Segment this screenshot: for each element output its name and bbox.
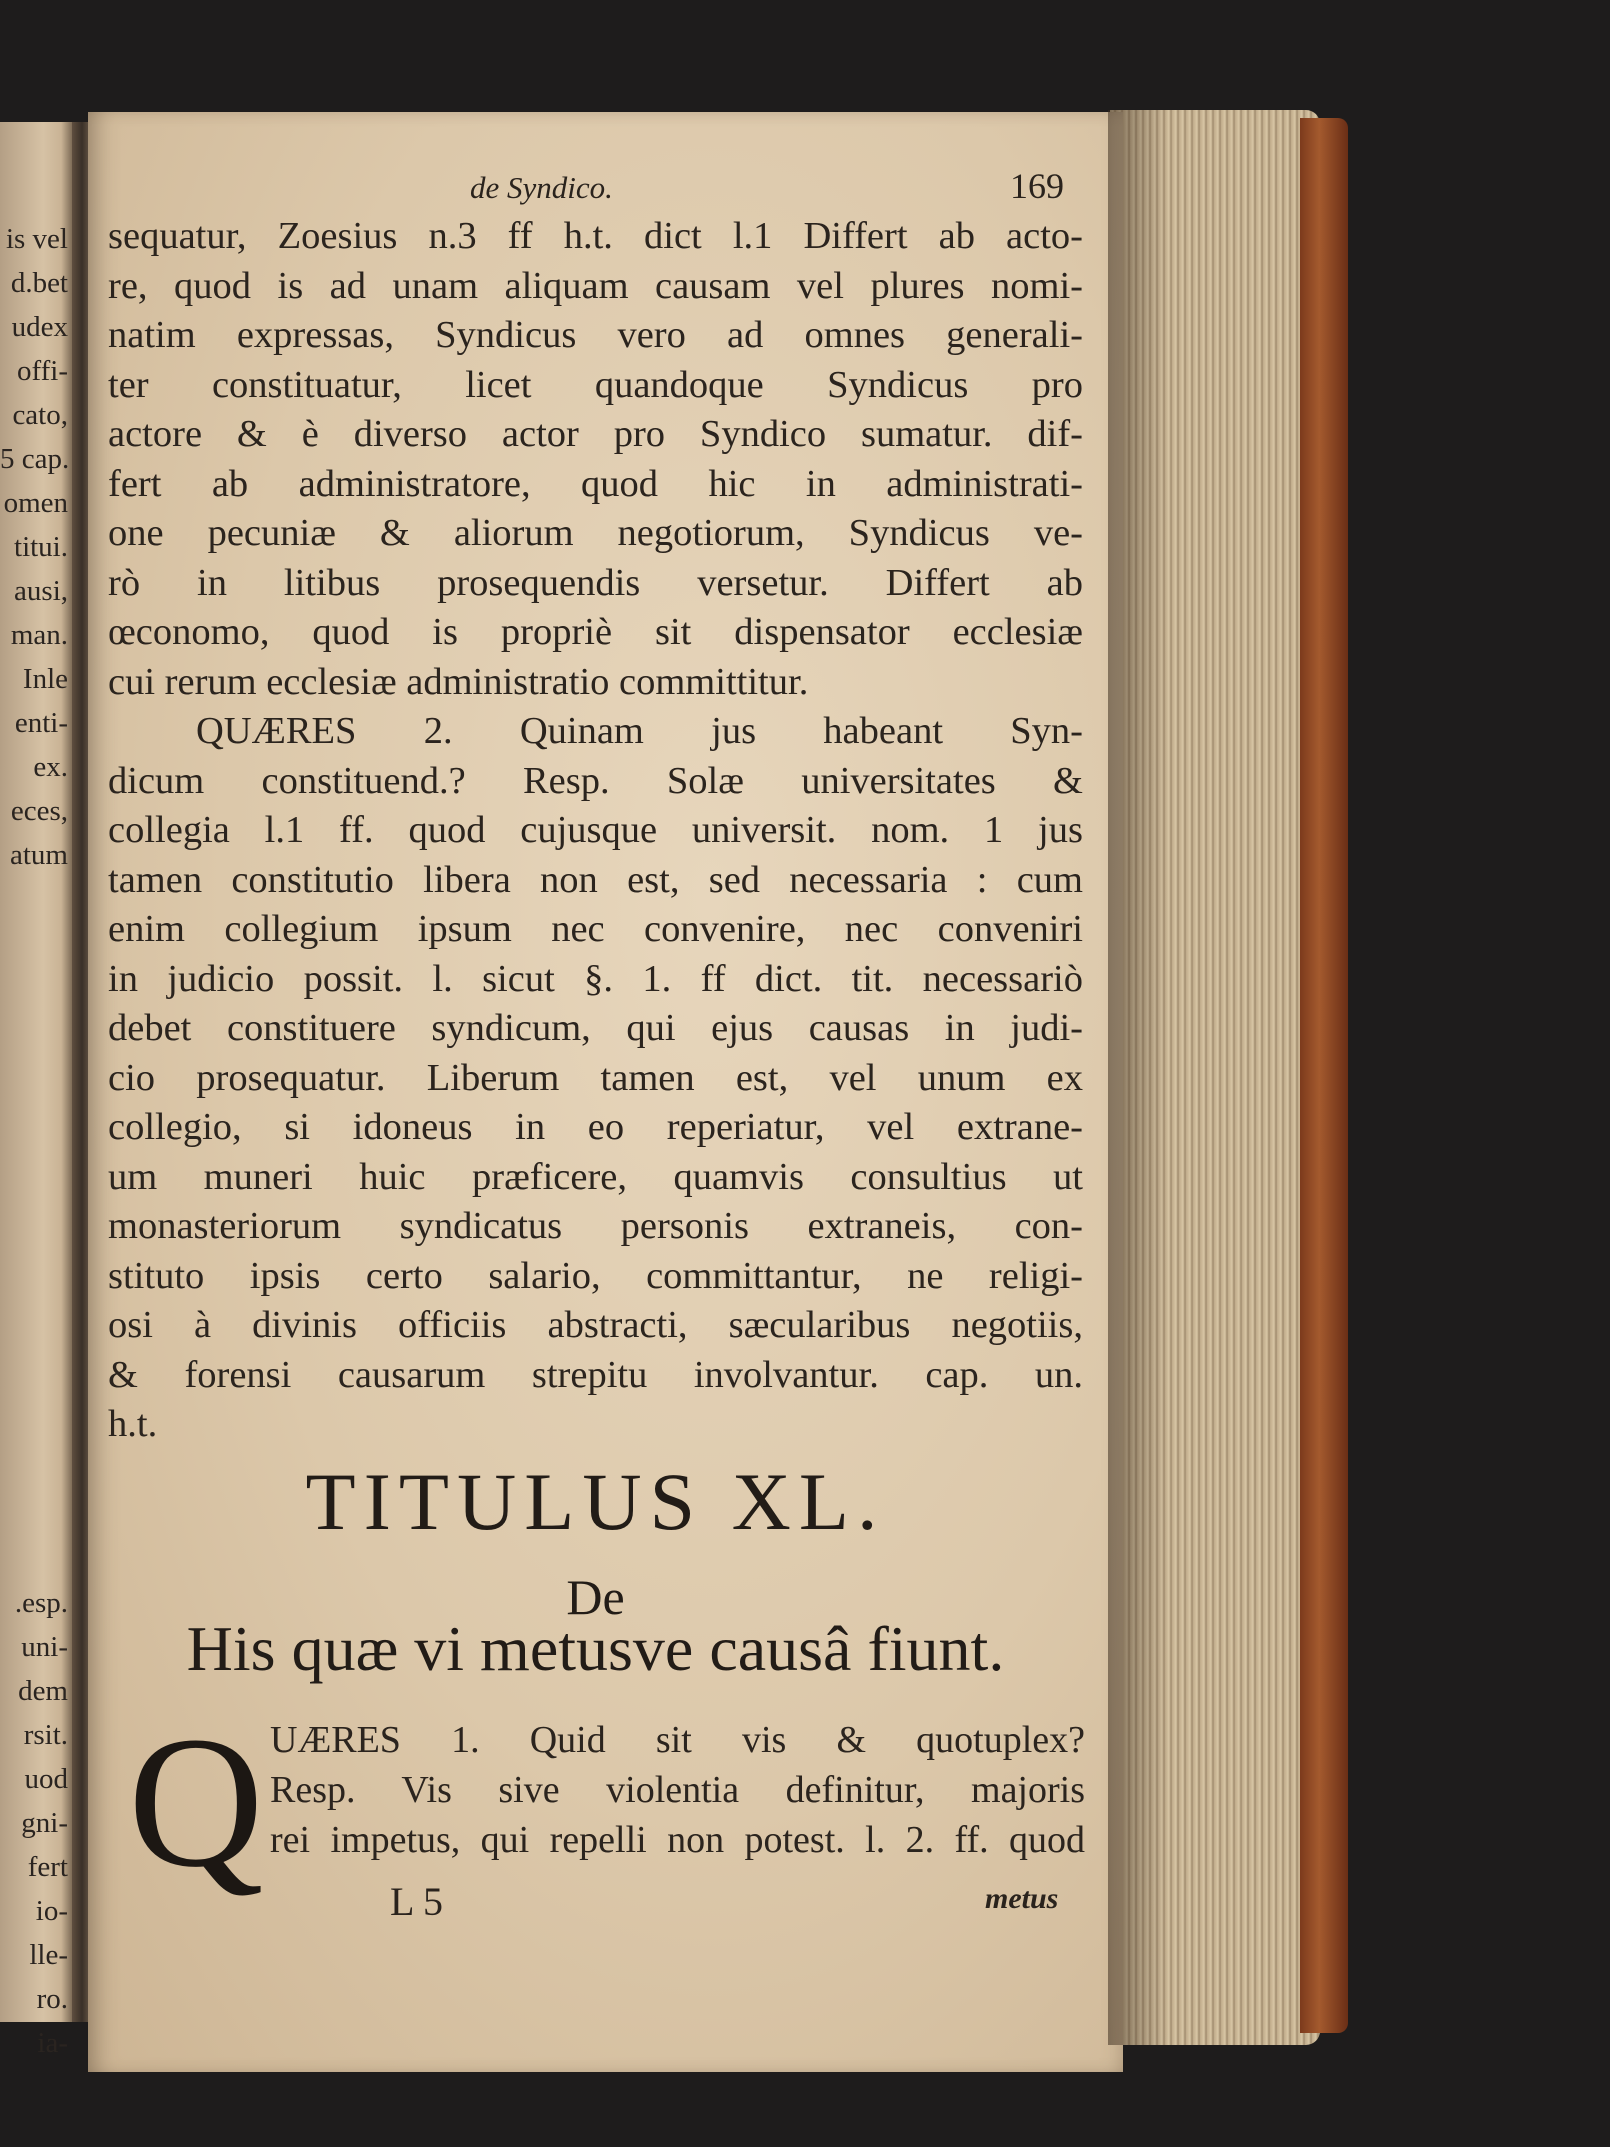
text-line: collegio, si idoneus in eo reperiatur, vel extrane-	[108, 1106, 1083, 1148]
text-line: rei impetus, qui repelli non potest. l. 2. ff. quod	[270, 1819, 1085, 1861]
facing-page-text	[0, 217, 72, 2065]
facing-page-line	[0, 921, 72, 965]
facing-page-line	[0, 1317, 72, 1361]
facing-page-line: fert	[27, 1851, 68, 1883]
facing-page-line	[0, 1361, 72, 1405]
text-line: re, quod is ad unam aliquam causam vel plures nomi-	[108, 264, 1083, 307]
facing-page-line: dem	[18, 1675, 68, 1707]
text-line: cui rerum ecclesiæ administratio committitur.	[108, 660, 809, 703]
text-line: sequatur, Zoesius n.3 ff h.t. dict l.1 Differt ab acto-	[108, 215, 1083, 257]
facing-page-line: uni-	[21, 1631, 68, 1663]
text-line: œconomo, quod is propriè sit dispensator ecclesiæ	[108, 611, 1083, 653]
facing-page-line: io-	[35, 1895, 68, 1927]
facing-page-line: titui.	[14, 531, 68, 563]
facing-page-line: offi-	[16, 355, 68, 387]
text-line: osi à divinis officiis abstracti, sæcularibus negotiis,	[108, 1304, 1083, 1346]
text-line: h.t.	[108, 1403, 158, 1445]
facing-page-line: ia-	[37, 2027, 68, 2059]
facing-page-line	[0, 877, 72, 921]
chapter-subtitle: His quæ vi metusve causâ fiunt.	[186, 1613, 1005, 1684]
text-line: cio prosequatur. Liberum tamen est, vel unum ex	[108, 1056, 1083, 1099]
facing-page-line: Inle	[22, 663, 68, 695]
facing-page-line	[0, 1449, 72, 1493]
text-line: in judicio possit. l. sicut §. 1. ff dict. tit. necessariò	[108, 957, 1083, 1000]
text-line: collegia l.1 ff. quod cujusque universit. nom. 1 jus	[108, 809, 1083, 851]
text-line: actore & è diverso actor pro Syndico sumatur. dif-	[108, 413, 1083, 455]
signature-mark: L 5	[390, 1879, 443, 1924]
facing-page-line	[0, 965, 72, 1009]
facing-page-line: ex.	[33, 751, 68, 783]
facing-page-line: cato,	[12, 399, 68, 431]
facing-page-line: rsit.	[23, 1719, 68, 1751]
text-line: ter constituatur, licet quandoque Syndicus pro	[108, 363, 1083, 406]
facing-page-line: enti-	[14, 707, 68, 739]
facing-page-line	[0, 1229, 72, 1273]
text-line: dicum constituend.? Resp. Solæ universitates &	[108, 759, 1083, 802]
facing-page-line	[0, 1493, 72, 1537]
text-line: Resp. Vis sive violentia definitur, majoris	[270, 1769, 1085, 1811]
facing-page-line	[0, 1053, 72, 1097]
chapter-title: TITULUS XL.	[305, 1456, 886, 1547]
facing-page-line	[0, 1009, 72, 1053]
facing-page-line: udex	[11, 311, 68, 343]
body-text	[108, 212, 1083, 1450]
text-line: tamen constitutio libera non est, sed necessaria : cum	[108, 858, 1083, 901]
facing-page-line: man.	[10, 619, 68, 651]
text-line: enim collegium ipsum nec convenire, nec conveniri	[108, 908, 1083, 950]
facing-page-line: 5 cap.	[0, 443, 70, 475]
text-line: natim expressas, Syndicus vero ad omnes generali-	[108, 314, 1083, 356]
opening-paragraph	[270, 1715, 1085, 1865]
facing-page-line: d.bet	[10, 267, 68, 299]
facing-page-line: lle-	[29, 1939, 68, 1971]
text-line: rò in litibus prosequendis versetur. Differt ab	[108, 561, 1083, 604]
facing-page-line	[0, 1097, 72, 1141]
facing-page-line	[0, 1273, 72, 1317]
facing-page-line	[0, 1405, 72, 1449]
page-number: 169	[1010, 166, 1064, 206]
catchword: metus	[985, 1882, 1059, 1915]
facing-page-line: ausi,	[14, 575, 68, 607]
facing-page-line: atum	[10, 839, 68, 871]
facing-page-line: ro.	[36, 1983, 68, 2015]
running-head: de Syndico.	[470, 170, 613, 205]
text-line: debet constituere syndicum, qui ejus causas in judi-	[108, 1007, 1083, 1049]
text-line: fert ab administratore, quod hic in administrati-	[108, 462, 1083, 505]
facing-page-line: is vel	[5, 223, 68, 255]
facing-page-fragment	[0, 122, 72, 2059]
text-line: stituto ipsis certo salario, committantur, ne religi-	[108, 1254, 1083, 1297]
drop-initial: Q	[128, 1697, 264, 1906]
text-line: monasteriorum syndicatus personis extraneis, con-	[108, 1205, 1083, 1247]
book-cover-edge	[1300, 118, 1348, 2033]
facing-page-line: eces,	[10, 795, 68, 827]
facing-page-line	[0, 1185, 72, 1229]
facing-page-line: uod	[24, 1763, 68, 1795]
text-line: & forensi causarum strepitu involvantur. cap. un.	[108, 1353, 1083, 1396]
chapter-subtitle-de: De	[566, 1569, 625, 1625]
facing-page-line: .esp.	[14, 1587, 68, 1619]
text-line: UÆRES 1. Quid sit vis & quotuplex?	[270, 1719, 1085, 1761]
text-line: one pecuniæ & aliorum negotiorum, Syndicus ve-	[108, 512, 1083, 554]
facing-page-line: gni-	[21, 1807, 68, 1839]
facing-page-line: omen	[3, 487, 68, 519]
facing-page-line	[0, 1537, 72, 1581]
facing-page-line	[0, 1141, 72, 1185]
text-line: QUÆRES 2. Quinam jus habeant Syn-	[196, 710, 1083, 752]
text-line: um muneri huic præficere, quamvis consultius ut	[108, 1155, 1083, 1198]
page-edge-shadow	[1108, 110, 1168, 2045]
